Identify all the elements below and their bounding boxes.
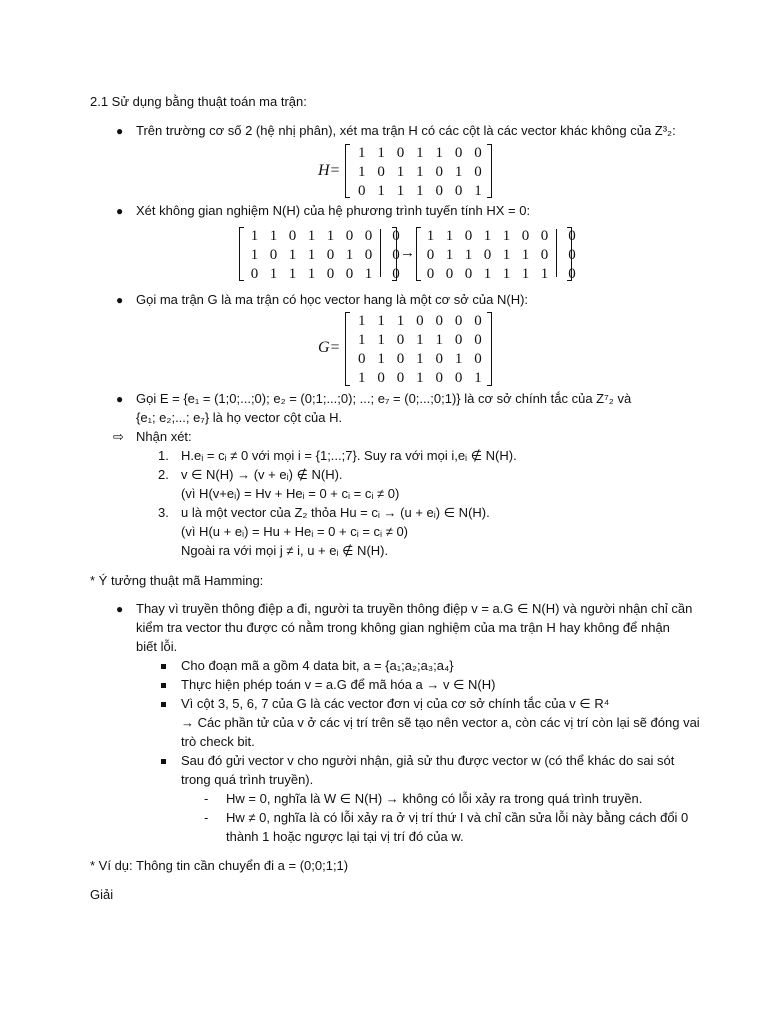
matrix-cell: 0 (345, 228, 354, 244)
matrix-bracket-right (487, 312, 492, 386)
matrix-cell: 0 (416, 313, 424, 329)
matrix-cell: 1 (502, 228, 511, 244)
list-item: H.eᵢ = cᵢ ≠ 0 với mọi i = {1;...;7}. Suy ra với mọi i,eᵢ ∉ N(H). (181, 448, 517, 463)
matrix-cell: 1 (345, 247, 354, 263)
augmented-matrix-right (421, 227, 578, 284)
list-item: Ngoài ra với mọi j ≠ i, u + eᵢ ∉ N(H). (181, 543, 389, 558)
sub-item: trò check bit. (181, 734, 255, 749)
matrix-cell: 0 (474, 332, 482, 348)
matrix-cell: 1 (416, 145, 424, 161)
matrix-cell: 1 (435, 332, 443, 348)
bullet-text: Gọi ma trận G là ma trận có học vector hang là một cơ sở của N(H): (136, 292, 529, 307)
augmented-matrix-left (245, 227, 402, 284)
matrix-cell: 1 (396, 183, 405, 199)
dash-bullet-icon: - (204, 791, 209, 806)
bullet-text: {e₁; e₂;...; e₇} là họ vector cột của H. (136, 410, 343, 425)
list-number: 1. (158, 448, 169, 463)
matrix-cell: 1 (288, 266, 297, 282)
sub-item: Sau đó gửi vector v cho người nhận, giả sử thu được vector w (có thể khác do sai sót (181, 753, 675, 768)
matrix-cell: 1 (288, 247, 297, 263)
square-bullet-icon (161, 702, 166, 707)
augment-separator (380, 229, 381, 277)
matrix-cell: 0 (326, 266, 335, 282)
matrix-cell: 1 (426, 228, 435, 244)
matrix-cell: 1 (416, 164, 424, 180)
matrix-cell: 0 (364, 228, 373, 244)
matrix-cell: 1 (307, 266, 316, 282)
matrix-cell: 0 (474, 164, 482, 180)
square-bullet-icon (161, 683, 166, 688)
matrix-cell: 0 (250, 266, 259, 282)
matrix-cell: 0 (426, 247, 435, 263)
bullet-text: Thay vì truyền thông điệp a đi, người ta truyền thông điệp v = a.G ∈ N(H) và người nhận chỉ cần (136, 601, 693, 616)
matrix-cell: 1 (454, 164, 463, 180)
example-line: * Ví dụ: Thông tin cần chuyển đi a = (0;0;1;1) (90, 858, 349, 873)
remark-title: Nhận xét: (136, 429, 192, 444)
matrix-cell: 1 (377, 145, 385, 161)
matrix-cell: 1 (416, 183, 424, 199)
matrix-cell: 1 (435, 145, 443, 161)
matrix-label: G= (318, 339, 341, 356)
matrix-cell: 1 (357, 332, 366, 348)
sub-item: Cho đoạn mã a gồm 4 data bit, a = {a₁;a₂;a₃;a₄} (181, 658, 454, 673)
matrix-cell: 1 (396, 313, 405, 329)
matrix-cell: 1 (357, 164, 366, 180)
list-item: u là một vector của Z₂ thỏa Hu = cᵢ → (u + eᵢ) ∈ N(H). (181, 505, 490, 520)
matrix-cell: 0 (396, 332, 405, 348)
matrix-cell: 0 (474, 145, 482, 161)
matrix-cell: 1 (250, 228, 259, 244)
matrix-cell: 1 (474, 370, 482, 386)
list-item: v ∈ N(H) → (v + eᵢ) ∉ N(H). (181, 467, 343, 482)
list-number: 3. (158, 505, 169, 520)
matrix-cell: 1 (416, 332, 424, 348)
matrix-cell: 0 (568, 266, 576, 282)
section-title: 2.1 Sử dụng bằng thuật toán ma trận: (90, 94, 307, 109)
matrix-cell: 1 (502, 247, 511, 263)
matrix-cell: 0 (435, 313, 443, 329)
matrix-cell: 0 (454, 370, 463, 386)
matrix-cell: 1 (357, 145, 366, 161)
matrix-cell: 0 (396, 370, 405, 386)
matrix-cell: 0 (464, 228, 473, 244)
row-reduce-arrow: → (400, 245, 415, 261)
matrix-bracket-right (567, 227, 572, 281)
matrix-cell: 1 (250, 247, 259, 263)
matrix-cell: 0 (568, 247, 576, 263)
matrix-cell: 0 (396, 145, 405, 161)
list-item: (vì H(u + eᵢ) = Hu + Heᵢ = 0 + cᵢ = cᵢ ≠ 0) (181, 524, 409, 539)
matrix-bracket-right (392, 227, 397, 281)
matrix-cell: 0 (392, 228, 400, 244)
matrix-cell: 1 (483, 266, 492, 282)
matrix-cell: 0 (377, 370, 385, 386)
matrix-bracket-left (345, 312, 350, 386)
bullet-icon: ● (116, 293, 124, 307)
matrix-cell: 1 (445, 228, 454, 244)
matrix-cell: 1 (396, 164, 405, 180)
matrix-cell: 1 (540, 266, 549, 282)
sub-item: → Các phần tử của v ở các vị trí trên sẽ tạo nên vector a, còn các vị trí còn lại sẽ đóng vai (181, 715, 700, 730)
matrix-cell: 1 (416, 370, 424, 386)
matrix-cell: 1 (269, 228, 278, 244)
matrix-cell: 0 (540, 228, 549, 244)
matrix-H (352, 144, 488, 201)
matrix-cell: 1 (416, 351, 424, 367)
sub-item: trong quá trình truyền). (181, 772, 314, 787)
sub-item: Thực hiện phép toán v = a.G để mã hóa a → v ∈ N(H) (181, 677, 496, 692)
sub-item: Vì cột 3, 5, 6, 7 của G là các vector đơn vị của cơ sở chính tắc của v ∈ R⁴ (181, 696, 610, 711)
matrix-cell: 1 (357, 313, 366, 329)
matrix-cell: 0 (454, 183, 463, 199)
matrix-G (352, 312, 488, 388)
matrix-cell: 0 (377, 164, 385, 180)
matrix-cell: 0 (326, 247, 335, 263)
matrix-cell: 0 (540, 247, 549, 263)
matrix-cell: 0 (454, 145, 463, 161)
matrix-cell: 1 (377, 313, 385, 329)
matrix-cell: 0 (445, 266, 454, 282)
bullet-icon: ● (116, 602, 124, 616)
bullet-text: biết lỗi. (136, 639, 178, 654)
matrix-cell: 1 (483, 228, 492, 244)
hamming-title: * Ý tưởng thuật mã Hamming: (90, 573, 264, 588)
matrix-cell: 0 (435, 183, 443, 199)
dash-bullet-icon: - (204, 810, 209, 825)
matrix-cell: 0 (357, 183, 366, 199)
dash-item: thành 1 hoặc ngược lại tại vị trí đó của w. (226, 829, 464, 844)
bullet-text: Gọi E = {e₁ = (1;0;...;0); e₂ = (0;1;...;0); ...; e₇ = (0;...;0;1)} là cơ sở chính tắc của Z⁷₂ và (136, 391, 632, 406)
matrix-cell: 1 (377, 351, 385, 367)
matrix-cell: 0 (426, 266, 435, 282)
matrix-cell: 0 (396, 351, 405, 367)
matrix-cell: 1 (502, 266, 511, 282)
augment-separator (556, 229, 557, 277)
matrix-cell: 0 (474, 313, 482, 329)
matrix-cell: 0 (454, 313, 463, 329)
matrix-cell: 0 (435, 164, 443, 180)
bullet-text: kiểm tra vector thu được có nằm trong không gian nghiệm của ma trận H hay không để nhận (136, 620, 670, 635)
matrix-cell: 1 (307, 228, 316, 244)
matrix-label: H= (318, 162, 341, 179)
matrix-cell: 1 (357, 370, 366, 386)
matrix-cell: 0 (521, 228, 530, 244)
matrix-cell: 1 (521, 247, 530, 263)
bullet-icon: ● (116, 124, 124, 138)
matrix-cell: 0 (392, 247, 400, 263)
matrix-cell: 0 (269, 247, 278, 263)
matrix-bracket-left (239, 227, 244, 281)
matrix-cell: 1 (326, 228, 335, 244)
matrix-cell: 1 (269, 266, 278, 282)
square-bullet-icon (161, 759, 166, 764)
matrix-cell: 0 (454, 332, 463, 348)
dash-item: Hw ≠ 0, nghĩa là có lỗi xảy ra ở vị trí thứ I và chỉ cần sửa lỗi này bằng cách đổi 0 (226, 810, 689, 825)
matrix-cell: 1 (377, 332, 385, 348)
matrix-cell: 1 (445, 247, 454, 263)
bullet-text: Trên trường cơ số 2 (hệ nhị phân), xét ma trận H có các cột là các vector khác không của Z³₂: (136, 123, 676, 138)
matrix-cell: 0 (568, 228, 576, 244)
square-bullet-icon (161, 664, 166, 669)
matrix-cell: 0 (483, 247, 492, 263)
bullet-icon: ● (116, 204, 124, 218)
arrow-bullet-icon: ⇨ (113, 429, 124, 444)
matrix-cell: 1 (474, 183, 482, 199)
matrix-cell: 0 (474, 351, 482, 367)
matrix-cell: 0 (435, 370, 443, 386)
matrix-bracket-right (487, 144, 492, 198)
matrix-cell: 1 (377, 183, 385, 199)
matrix-cell: 1 (464, 247, 473, 263)
list-item: (vì H(v+eᵢ) = Hv + Heᵢ = 0 + cᵢ = cᵢ ≠ 0) (181, 486, 400, 501)
matrix-cell: 1 (307, 247, 316, 263)
matrix-cell: 0 (288, 228, 297, 244)
dash-item: Hw = 0, nghĩa là W ∈ N(H) → không có lỗi xảy ra trong quá trình truyền. (226, 791, 643, 806)
bullet-icon: ● (116, 392, 124, 406)
bullet-text: Xét không gian nghiệm N(H) của hệ phương trình tuyến tính HX = 0: (136, 203, 531, 218)
matrix-cell: 0 (464, 266, 473, 282)
matrix-cell: 1 (364, 266, 373, 282)
matrix-cell: 0 (345, 266, 354, 282)
matrix-bracket-left (345, 144, 350, 198)
solve-label: Giải (90, 887, 114, 902)
matrix-cell: 0 (392, 266, 400, 282)
matrix-cell: 0 (435, 351, 443, 367)
matrix-cell: 1 (454, 351, 463, 367)
matrix-cell: 0 (364, 247, 373, 263)
matrix-cell: 1 (521, 266, 530, 282)
list-number: 2. (158, 467, 169, 482)
matrix-cell: 0 (357, 351, 366, 367)
